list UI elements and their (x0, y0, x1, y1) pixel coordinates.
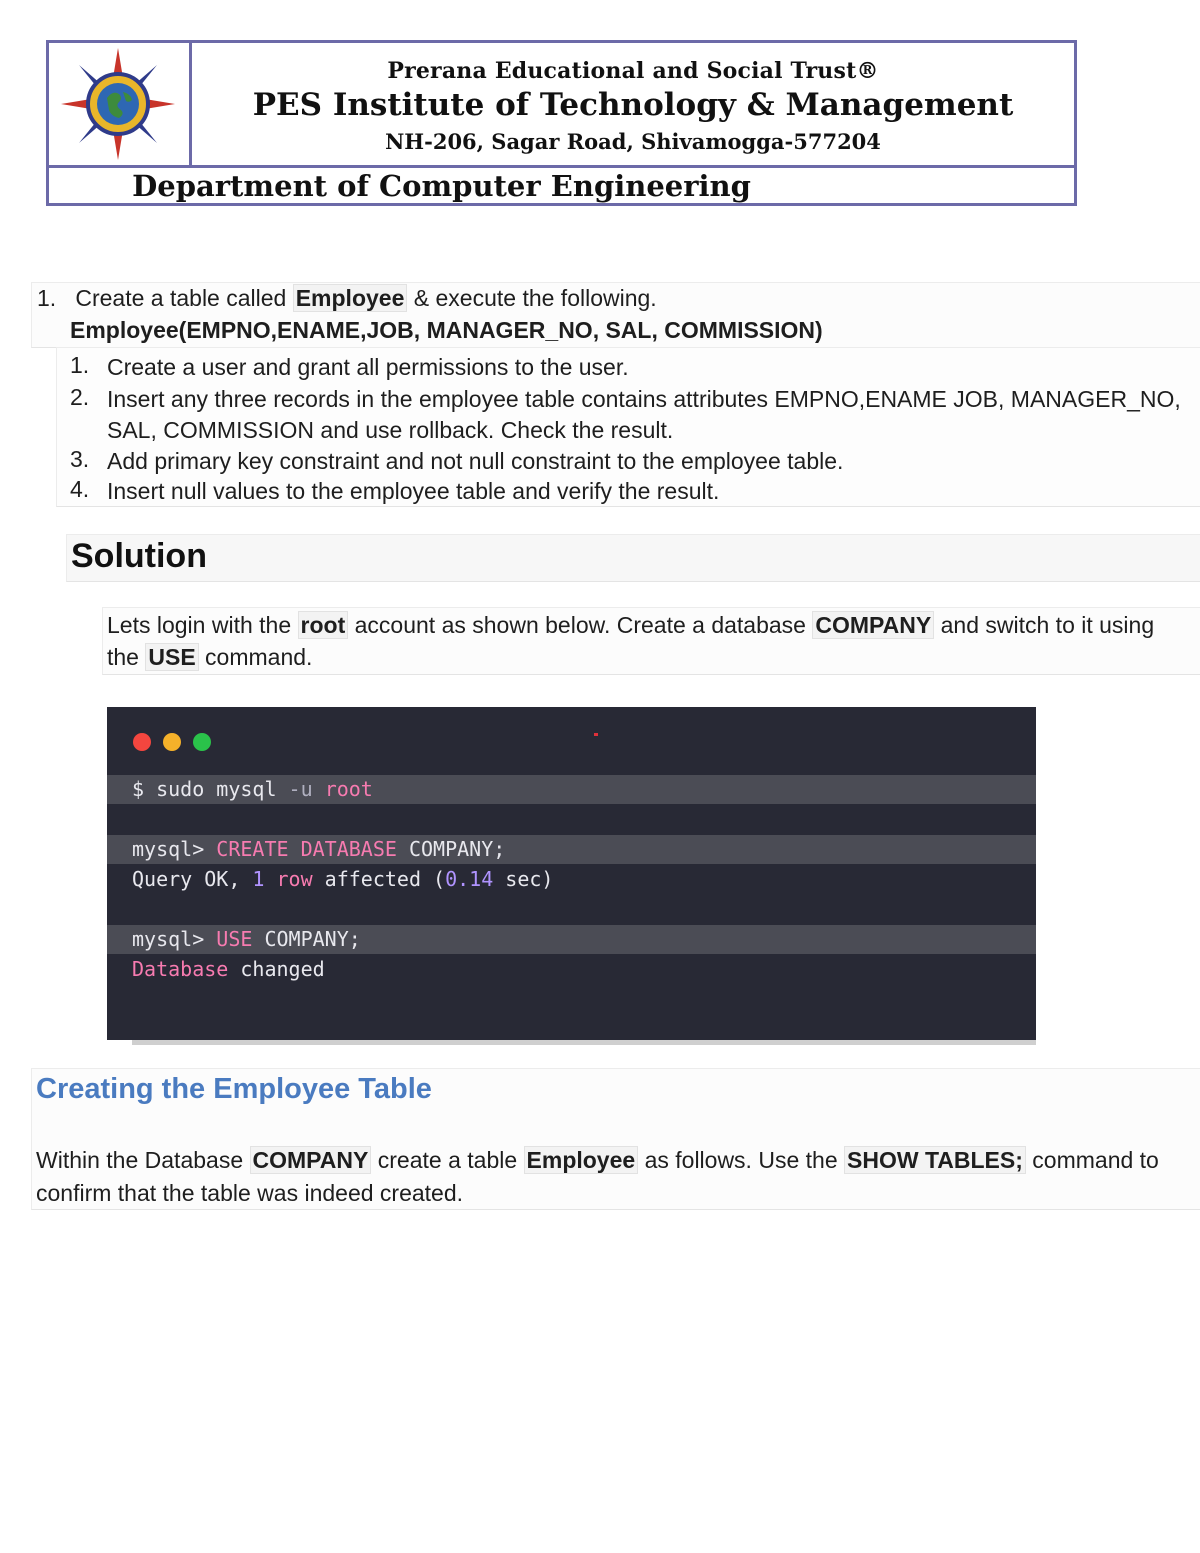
shell-command: $ sudo mysql (132, 777, 289, 801)
terminal-line (107, 865, 1036, 894)
institution-logo-icon (59, 46, 177, 162)
create-table-section (31, 1068, 1200, 1210)
question-number: 1. (37, 285, 57, 311)
solution-heading: Solution (71, 537, 207, 575)
subtask-list (56, 347, 1200, 507)
text-run: command. (198, 644, 313, 670)
output-keyword: Database (132, 957, 229, 981)
sql-identifier: COMPANY; (264, 927, 361, 951)
text-run: as follows. Use the (638, 1147, 844, 1173)
create-table-paragraph (36, 1144, 1186, 1210)
text-run: Within the Database (36, 1147, 250, 1173)
terminal-scrollbar[interactable] (132, 1040, 1036, 1045)
output-text: affected ( (312, 867, 446, 891)
table-schema: Employee(EMPNO,ENAME,JOB, MANAGER_NO, SAL, COMMISSION) (70, 317, 823, 343)
login-paragraph-block (102, 607, 1200, 675)
list-item-text: Add primary key constraint and not null constraint to the employee table. (107, 448, 844, 474)
output-text: Query OK, (132, 867, 253, 891)
terminal-window (107, 707, 1036, 1040)
list-item-number: 4. (70, 476, 90, 502)
question-text-end: & execute the following. (407, 285, 657, 311)
output-text: sec) (493, 867, 554, 891)
section-heading: Creating the Employee Table (36, 1073, 432, 1105)
inline-code-employee: Employee (524, 1146, 639, 1174)
minimize-dot-icon (163, 733, 181, 751)
terminal-line (107, 835, 1036, 864)
text-run: and switch to it using the (107, 612, 1155, 670)
solution-heading-block (66, 534, 1200, 582)
inline-code-root: root (298, 611, 349, 639)
inline-code-company: COMPANY (250, 1146, 372, 1174)
department-name: Department of Computer Engineering (132, 169, 751, 203)
inline-code-use: USE (145, 643, 198, 671)
maximize-dot-icon (193, 733, 211, 751)
institute-name: PES Institute of Technology & Management (252, 87, 1014, 123)
inline-code-show-tables: SHOW TABLES; (844, 1146, 1026, 1174)
sql-keyword: USE (216, 927, 253, 951)
text-run: create a table (371, 1147, 524, 1173)
output-text: changed (240, 957, 325, 981)
list-item-text: Create a user and grant all permissions to the user. (107, 354, 629, 380)
question-block (31, 282, 1200, 348)
text-run: Lets login with the (107, 612, 298, 638)
trust-name: Prerana Educational and Social Trust® (387, 58, 879, 84)
mysql-prompt: mysql> (132, 927, 205, 951)
department-cell (49, 165, 1074, 203)
question-text-start: Create a table called (75, 285, 293, 311)
output-keyword: row (276, 867, 313, 891)
terminal-line (107, 925, 1036, 954)
login-paragraph (107, 609, 1187, 673)
sql-keyword: CREATE DATABASE (216, 837, 397, 861)
institution-header (46, 40, 1077, 206)
terminal-line (107, 775, 1036, 804)
list-item-text: Insert any three records in the employee table contains attributes EMPNO,ENAME JOB, MANAGER_NO, SAL, COMMISSION and use rollback. Check the result. (107, 386, 1181, 443)
list-item-number: 2. (70, 384, 90, 410)
close-dot-icon (133, 733, 151, 751)
logo-cell (49, 43, 192, 165)
title-cell (192, 43, 1074, 165)
sql-identifier: COMPANY; (408, 837, 506, 861)
cursor-mark (594, 733, 598, 736)
question-table-name: Employee (293, 284, 408, 312)
output-number: 0.14 (445, 867, 494, 891)
command-argument: root (324, 777, 373, 801)
mysql-prompt: mysql> (132, 837, 205, 861)
list-item-number: 1. (70, 352, 90, 378)
list-item-text: Insert null values to the employee table and verify the result. (107, 478, 720, 504)
question-line (37, 285, 657, 312)
text-run: command to confirm that the table was indeed created. (36, 1147, 1159, 1206)
terminal-line (107, 955, 1036, 984)
institute-address: NH-206, Sagar Road, Shivamogga-577204 (385, 129, 881, 154)
output-number: 1 (252, 867, 265, 891)
text-run: account as shown below. Create a database (348, 612, 813, 638)
list-item-number: 3. (70, 446, 90, 472)
inline-code-company: COMPANY (812, 611, 934, 639)
command-flag: -u (288, 777, 313, 801)
